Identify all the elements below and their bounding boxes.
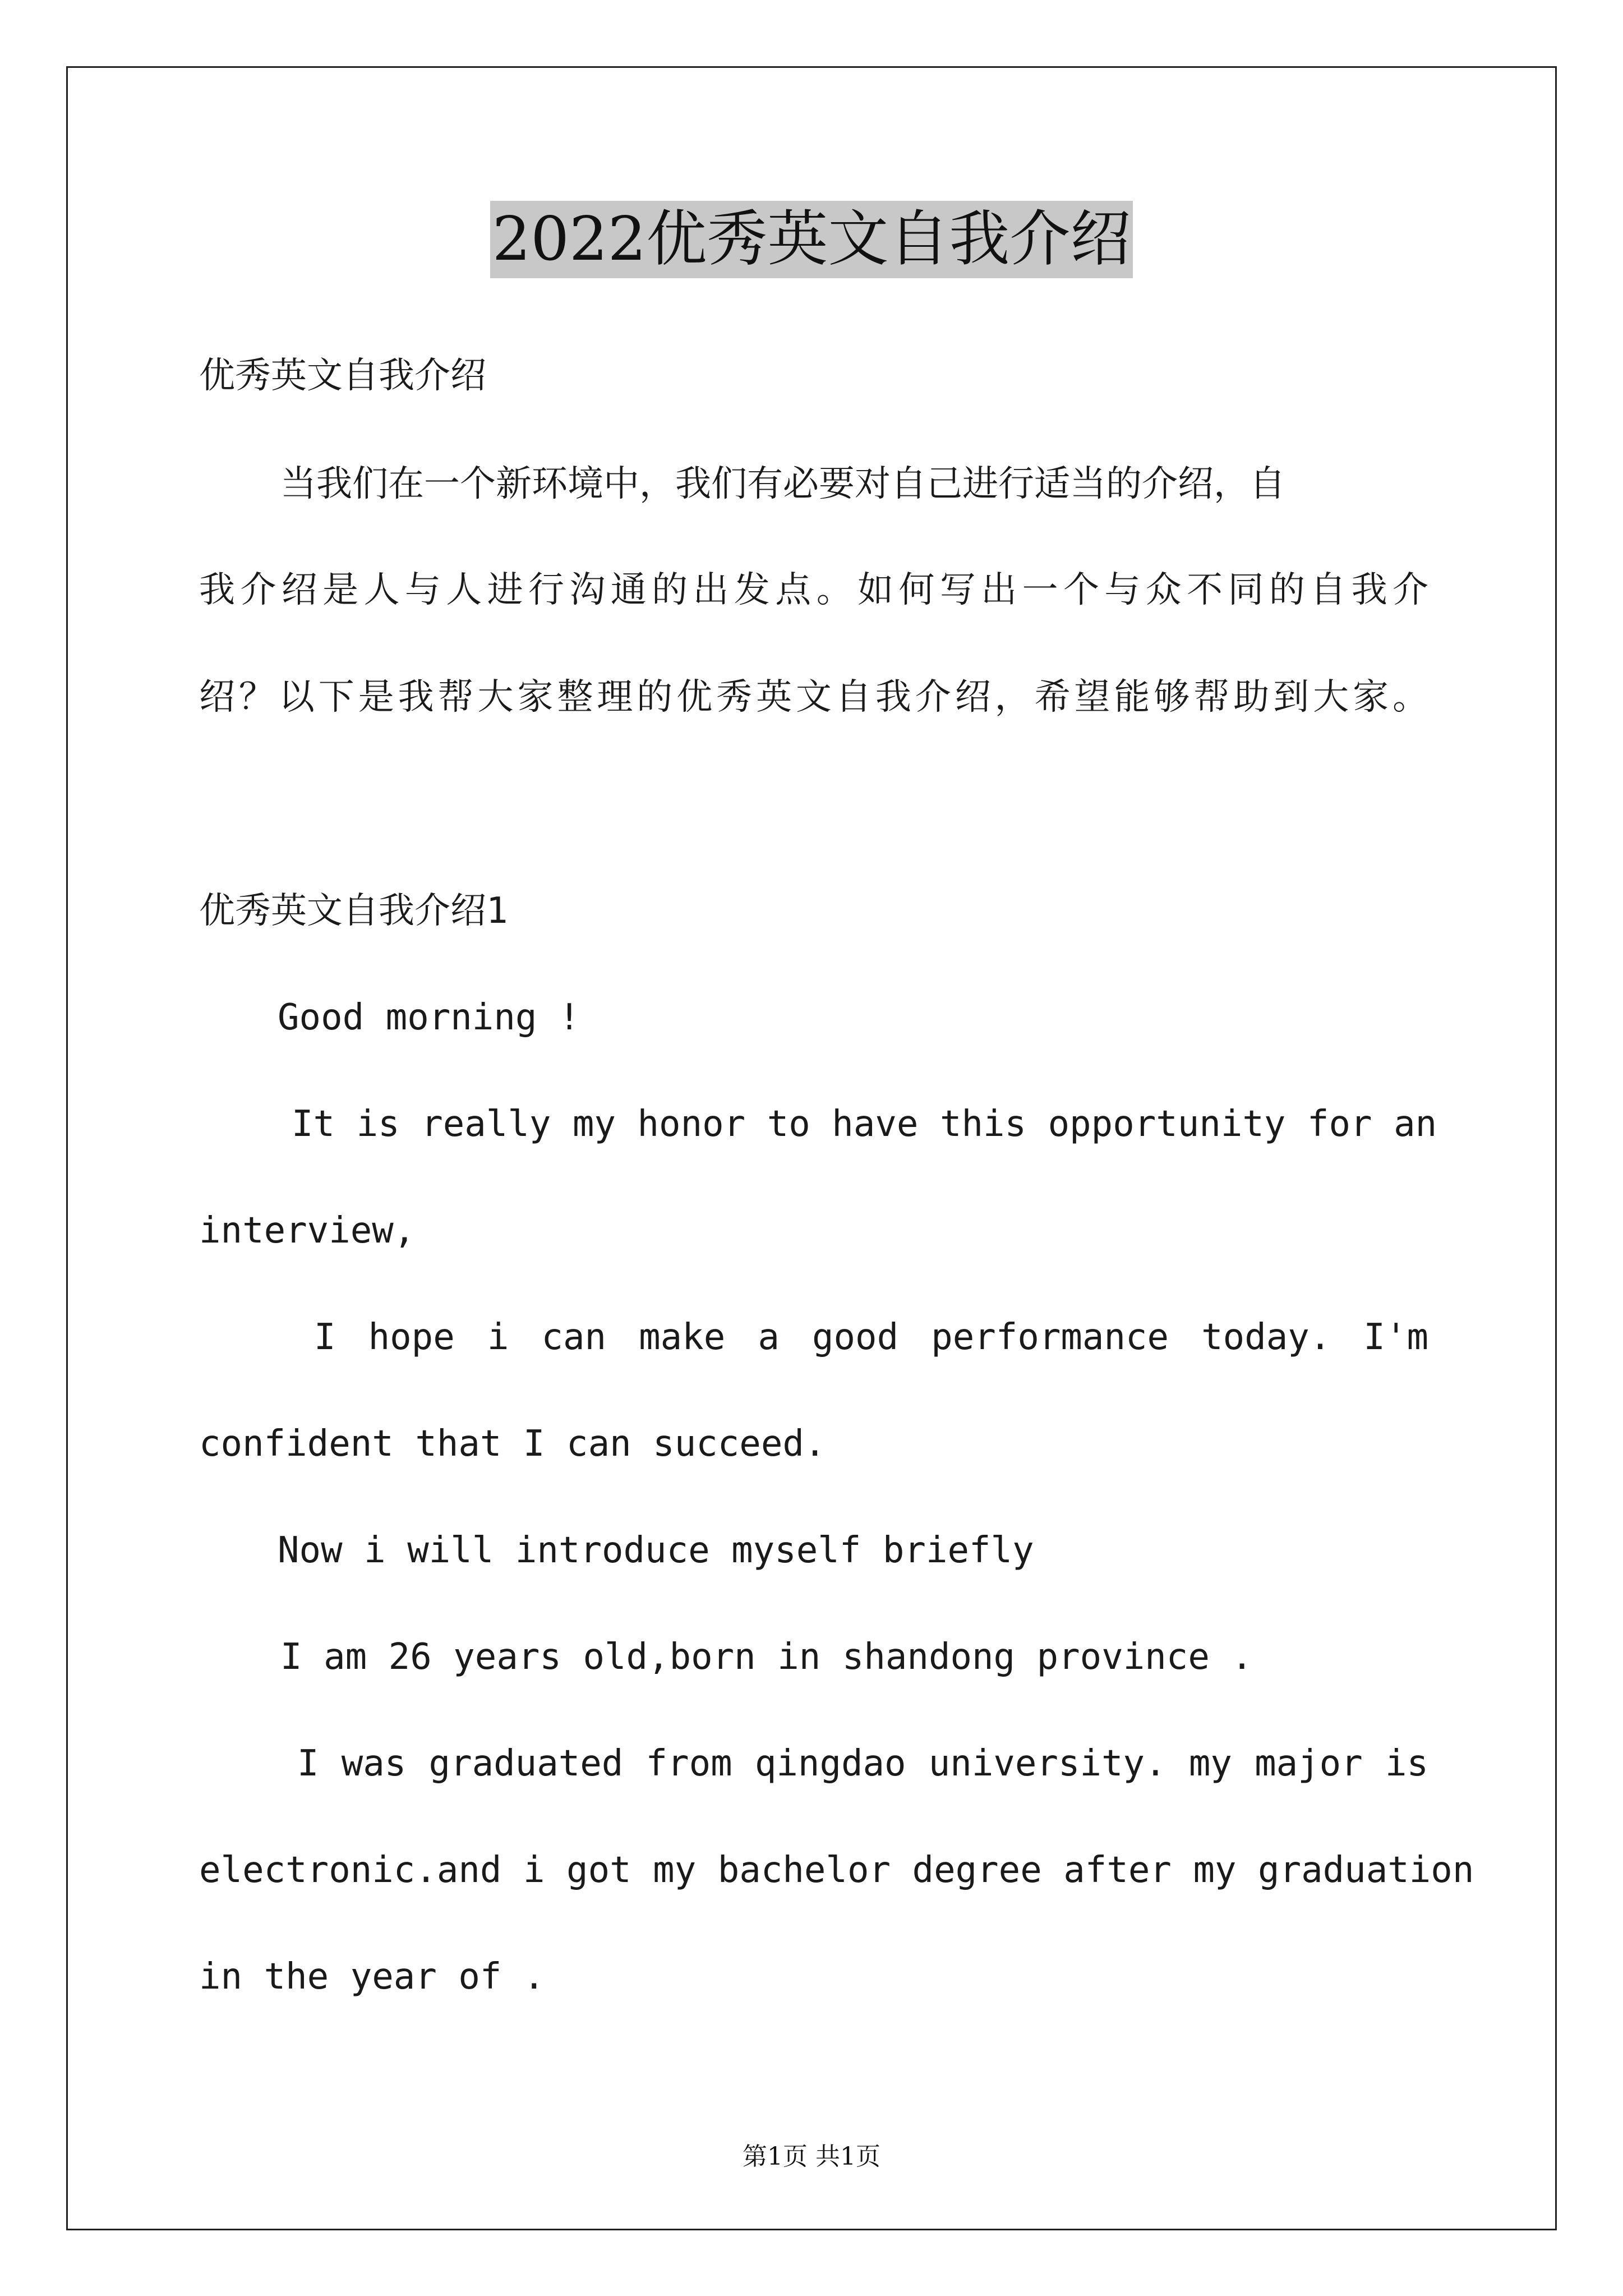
paragraph-line: I hope i can make a good performance today. I'm: [314, 1317, 1428, 1358]
title-container: [0, 201, 1623, 278]
section-heading: 优秀英文自我介绍1: [199, 890, 508, 932]
page-footer: 第1页 共1页: [743, 2142, 880, 2171]
intro-line: 当我们在一个新环境中，我们有必要对自己进行适当的介绍，自: [280, 463, 1285, 505]
paragraph-line: I am 26 years old,born in shandong province .: [280, 1636, 1253, 1678]
intro-line: 绍？以下是我帮大家整理的优秀英文自我介绍，希望能够帮助到大家。: [199, 677, 1428, 718]
section-heading: 优秀英文自我介绍: [199, 355, 486, 397]
document-title: 2022优秀英文自我介绍: [490, 201, 1133, 278]
paragraph-line: confident that I can succeed.: [199, 1423, 826, 1465]
intro-line: 我介绍是人与人进行沟通的出发点。如何写出一个与众不同的自我介: [199, 569, 1428, 611]
paragraph-line: Good morning !: [278, 997, 580, 1038]
paragraph-line: in the year of .: [199, 1956, 545, 1998]
paragraph-line: electronic.and i got my bachelor degree after my graduation: [199, 1849, 1474, 1891]
paragraph-line: It is really my honor to have this opportunity for an: [292, 1103, 1437, 1145]
paragraph-line: Now i will introduce myself briefly: [278, 1530, 1034, 1571]
paragraph-line: I was graduated from qingdao university. my major is: [297, 1743, 1428, 1784]
paragraph-line: interview,: [199, 1210, 416, 1251]
